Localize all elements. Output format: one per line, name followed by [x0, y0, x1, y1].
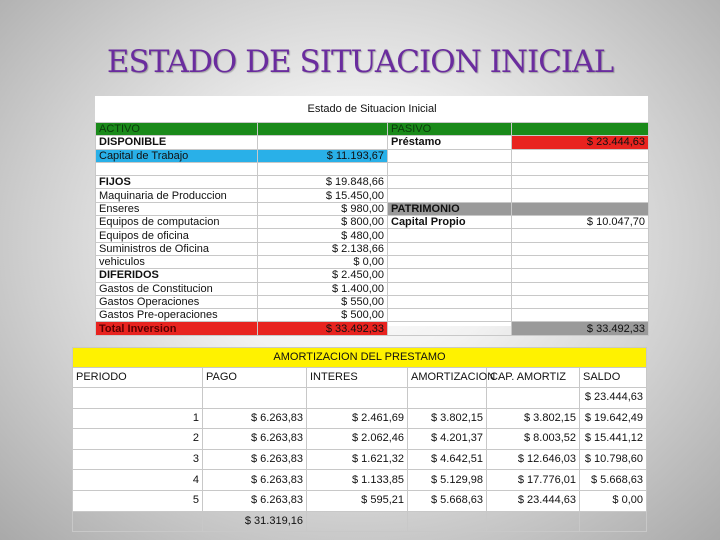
amortization-header-row [73, 368, 647, 388]
asset-amount: $ 33.492,33 [258, 322, 388, 335]
asset-label [96, 162, 258, 175]
interes-cell: $ 2.062,46 [307, 429, 408, 450]
liability-amount: $ 33.492,33 [512, 322, 649, 335]
liability-label [388, 149, 512, 162]
asset-amount: $ 980,00 [258, 202, 388, 215]
pasivo-header: PASIVO [388, 123, 512, 136]
balance-row [96, 162, 649, 175]
asset-amount [258, 136, 388, 149]
liability-label: PATRIMONIO [388, 202, 512, 215]
liability-amount [512, 149, 649, 162]
balance-row [96, 202, 649, 215]
asset-amount: $ 0,00 [258, 255, 388, 268]
asset-amount: $ 550,00 [258, 295, 388, 308]
periodo-cell: 2 [73, 429, 203, 450]
table-row [73, 470, 647, 491]
balance-header-row [96, 123, 649, 136]
asset-amount: $ 480,00 [258, 229, 388, 242]
table-row [73, 490, 647, 511]
liability-amount [512, 255, 649, 268]
balance-row [96, 282, 649, 295]
liability-amount [512, 282, 649, 295]
liability-label [388, 242, 512, 255]
pago-cell: $ 6.263,83 [203, 490, 307, 511]
amortizacion-cell: $ 4.201,37 [408, 429, 487, 450]
liability-label [388, 295, 512, 308]
interes-cell: $ 1.621,32 [307, 449, 408, 470]
liability-amount [512, 202, 649, 215]
cap-amortiz-cell: $ 23.444,63 [487, 490, 580, 511]
table-row [73, 408, 647, 429]
balance-row [96, 242, 649, 255]
balance-row [96, 255, 649, 268]
cap-amortiz-cell: $ 3.802,15 [487, 408, 580, 429]
liability-amount: $ 10.047,70 [512, 216, 649, 229]
liability-amount [512, 269, 649, 282]
periodo-cell: 4 [73, 470, 203, 491]
saldo-cell: $ 19.642,49 [580, 408, 647, 429]
liability-label [388, 255, 512, 268]
liability-amount [512, 242, 649, 255]
cap-amortiz-cell: $ 8.003,52 [487, 429, 580, 450]
pago-cell: $ 6.263,83 [203, 408, 307, 429]
asset-label: DIFERIDOS [96, 269, 258, 282]
asset-label: Equipos de oficina [96, 229, 258, 242]
asset-amount: $ 500,00 [258, 309, 388, 322]
asset-label: Capital de Trabajo [96, 149, 258, 162]
liability-label [388, 176, 512, 189]
balance-row [96, 216, 649, 229]
amortizacion-cell: $ 5.129,98 [408, 470, 487, 491]
asset-label: Gastos Pre-operaciones [96, 309, 258, 322]
initial-saldo: $ 23.444,63 [580, 388, 647, 409]
activo-header-fill [258, 123, 388, 136]
balance-row [96, 189, 649, 202]
balance-row [96, 295, 649, 308]
liability-label [388, 282, 512, 295]
liability-label: Capital Propio [388, 216, 512, 229]
column-header: PERIODO [73, 368, 203, 388]
asset-amount: $ 800,00 [258, 216, 388, 229]
asset-label: Enseres [96, 202, 258, 215]
periodo-cell: 1 [73, 408, 203, 429]
liability-amount [512, 229, 649, 242]
pago-cell: $ 6.263,83 [203, 449, 307, 470]
column-header: PAGO [203, 368, 307, 388]
liability-label [388, 229, 512, 242]
table-row [73, 429, 647, 450]
balance-row [96, 136, 649, 149]
balance-row [96, 269, 649, 282]
liability-amount [512, 176, 649, 189]
saldo-cell: $ 15.441,12 [580, 429, 647, 450]
asset-label: Total Inversion [96, 322, 258, 335]
interes-cell: $ 2.461,69 [307, 408, 408, 429]
amortization-title: AMORTIZACION DEL PRESTAMO [73, 348, 647, 368]
amortization-title-row [73, 348, 647, 368]
asset-amount: $ 19.848,66 [258, 176, 388, 189]
liability-label: Préstamo [388, 136, 512, 149]
interes-cell: $ 1.133,85 [307, 470, 408, 491]
saldo-cell: $ 0,00 [580, 490, 647, 511]
column-header: AMORTIZACION [408, 368, 487, 388]
asset-label: DISPONIBLE [96, 136, 258, 149]
asset-label: Equipos de computacion [96, 216, 258, 229]
liability-label [388, 269, 512, 282]
pasivo-header-fill [512, 123, 649, 136]
balance-row [96, 229, 649, 242]
asset-amount: $ 11.193,67 [258, 149, 388, 162]
activo-header: ACTIVO [96, 123, 258, 136]
periodo-cell: 5 [73, 490, 203, 511]
asset-amount: $ 2.138,66 [258, 242, 388, 255]
liability-amount [512, 295, 649, 308]
cap-amortiz-cell: $ 17.776,01 [487, 470, 580, 491]
cap-amortiz-cell: $ 12.646,03 [487, 449, 580, 470]
total-pago: $ 31.319,16 [203, 511, 307, 532]
balance-row [96, 322, 649, 335]
asset-label: Gastos de Constitucion [96, 282, 258, 295]
liability-amount [512, 189, 649, 202]
liability-label [388, 189, 512, 202]
balance-title: Estado de Situacion Inicial [307, 103, 437, 115]
interes-cell: $ 595,21 [307, 490, 408, 511]
asset-label: Maquinaria de Produccion [96, 189, 258, 202]
saldo-cell: $ 5.668,63 [580, 470, 647, 491]
liability-amount: $ 23.444,63 [512, 136, 649, 149]
liability-label [388, 322, 512, 335]
pago-cell: $ 6.263,83 [203, 429, 307, 450]
balance-sheet [95, 96, 648, 335]
liability-amount [512, 309, 649, 322]
asset-amount [258, 162, 388, 175]
column-header: SALDO [580, 368, 647, 388]
asset-amount: $ 2.450,00 [258, 269, 388, 282]
balance-row [96, 176, 649, 189]
liability-amount [512, 162, 649, 175]
liability-label [388, 309, 512, 322]
asset-label: vehiculos [96, 255, 258, 268]
amortizacion-cell: $ 4.642,51 [408, 449, 487, 470]
column-header: CAP. AMORTIZ [487, 368, 580, 388]
amortizacion-cell: $ 5.668,63 [408, 490, 487, 511]
balance-row [96, 309, 649, 322]
saldo-cell: $ 10.798,60 [580, 449, 647, 470]
asset-amount: $ 15.450,00 [258, 189, 388, 202]
balance-title-row [96, 96, 649, 123]
amortization-initial-row [73, 388, 647, 409]
asset-amount: $ 1.400,00 [258, 282, 388, 295]
amortization-table [72, 347, 646, 527]
pago-cell: $ 6.263,83 [203, 470, 307, 491]
column-header: INTERES [307, 368, 408, 388]
amortization-total-row [73, 511, 647, 532]
slide-title: ESTADO DE SITUACION INICIAL [106, 44, 614, 80]
asset-label: Gastos Operaciones [96, 295, 258, 308]
periodo-cell: 3 [73, 449, 203, 470]
balance-row [96, 149, 649, 162]
amortizacion-cell: $ 3.802,15 [408, 408, 487, 429]
asset-label: Suministros de Oficina [96, 242, 258, 255]
table-row [73, 449, 647, 470]
liability-label [388, 162, 512, 175]
asset-label: FIJOS [96, 176, 258, 189]
